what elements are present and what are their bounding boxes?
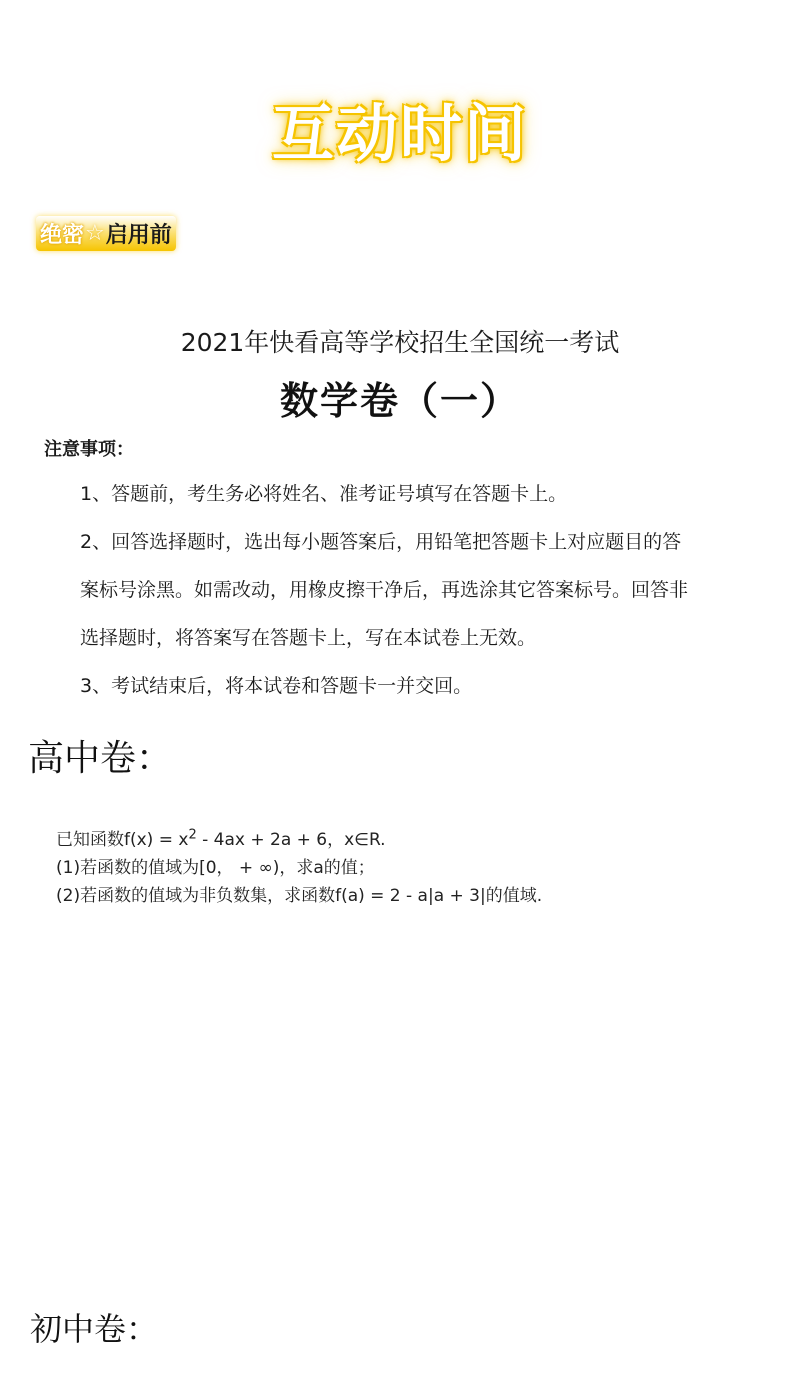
exam-subtitle: 数学卷（一） [279,379,520,423]
notice-list [80,470,760,710]
before-use-label: 启用前 [105,223,172,248]
notice-line: 3、考试结束后，将本试卷和答题卡一并交回。 [80,675,473,697]
banner-title: 互动时间 [271,97,528,170]
star-icon: ☆ [85,221,105,246]
notice-heading: 注意事项： [44,439,134,460]
problem-statement-text: 已知函数f(x) = x [56,830,189,850]
problem-statement [56,826,542,854]
notice-line: 选择题时，将答案写在答题卡上，写在本试卷上无效。 [80,627,537,649]
confidential-label: 绝密 [40,223,85,248]
high-school-heading: 高中卷： [28,738,173,779]
notice-line: 案标号涂黑。如需改动，用橡皮擦干净后，再选涂其它答案标号。回答非 [80,579,689,601]
problem-part-2: (2)若函数的值域为非负数集，求函数f(a) = 2 - a|a + 3|的值域. [56,886,543,906]
notice-line: 1、答题前，考生务必将姓名、准考证号填写在答题卡上。 [80,483,568,505]
problem-statement-tail: - 4ax + 2a + 6，x∈R. [196,830,386,850]
exponent: 2 [188,827,197,843]
confidential-tag [36,216,176,251]
high-school-problem [56,826,542,910]
notice-line: 2、回答选择题时，选出每小题答案后，用铅笔把答题卡上对应题目的答 [80,531,682,553]
middle-school-heading: 初中卷： [30,1310,159,1348]
problem-part-1: (1)若函数的值域为[0， + ∞)，求a的值； [56,858,375,878]
exam-title: 2021年快看高等学校招生全国统一考试 [180,328,620,357]
